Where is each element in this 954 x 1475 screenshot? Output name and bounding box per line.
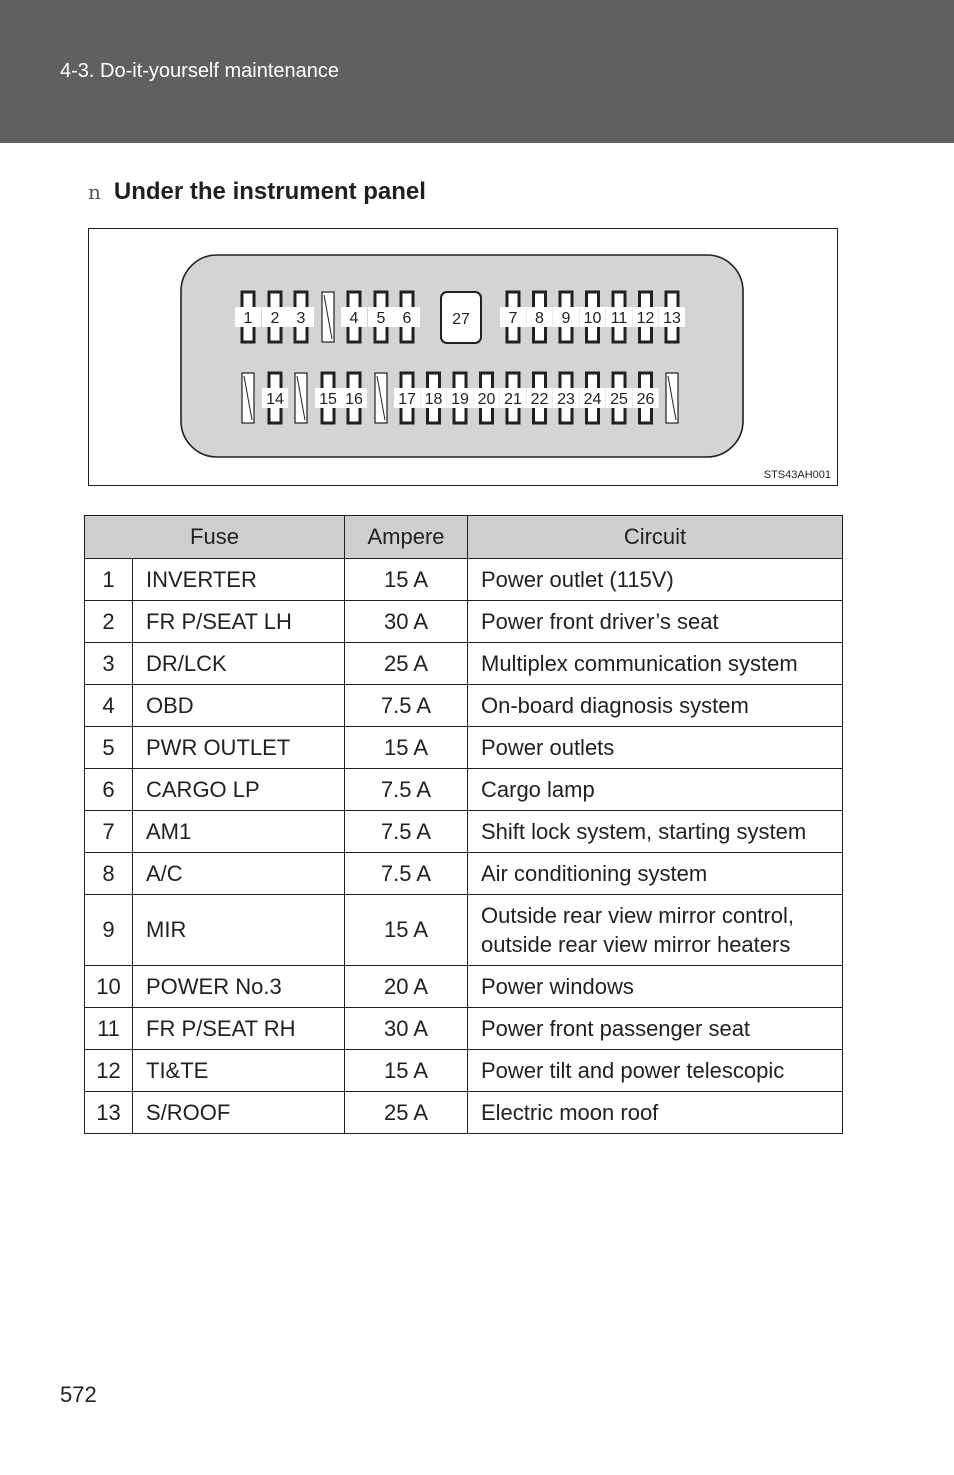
fuse-number: 12	[85, 1050, 133, 1092]
fuse-number-label: 19	[451, 391, 469, 408]
fuse-box-diagram	[88, 228, 838, 486]
fuse-number: 6	[85, 769, 133, 811]
fuse-circuit: Power front passenger seat	[468, 1008, 843, 1050]
fuse-name: POWER No.3	[133, 966, 345, 1008]
fuse-box-illustration	[89, 229, 837, 485]
fuse-number-label: 22	[530, 391, 549, 408]
bullet-icon: n	[88, 180, 101, 204]
table-row	[85, 1092, 843, 1134]
fuse-number-label: 9	[561, 310, 571, 327]
fuse-number: 13	[85, 1092, 133, 1134]
table-row	[85, 685, 843, 727]
fuse-circuit: Multiplex communication system	[468, 643, 843, 685]
fuse-circuit: Shift lock system, starting system	[468, 811, 843, 853]
fuse-name: AM1	[133, 811, 345, 853]
table-row	[85, 1050, 843, 1092]
fuse-table	[84, 515, 843, 1134]
fuse-number-label: 4	[349, 310, 359, 327]
fuse-ampere: 25 A	[345, 643, 468, 685]
fuse-ampere: 25 A	[345, 1092, 468, 1134]
fuse-number-label: 5	[376, 310, 386, 327]
fuse-circuit: Air conditioning system	[468, 853, 843, 895]
fuse-ampere: 7.5 A	[345, 853, 468, 895]
fuse-number-label: 24	[583, 391, 602, 408]
fuse-number: 5	[85, 727, 133, 769]
fuse-circuit: Power tilt and power telescopic	[468, 1050, 843, 1092]
fuse-number-label: 16	[345, 391, 363, 408]
fuse-name: A/C	[133, 853, 345, 895]
fuse-number: 2	[85, 601, 133, 643]
fuse-number: 7	[85, 811, 133, 853]
fuse-name: INVERTER	[133, 559, 345, 601]
fuse-number-label: 11	[610, 310, 628, 327]
fuse-circuit: Cargo lamp	[468, 769, 843, 811]
fuse-ampere: 7.5 A	[345, 769, 468, 811]
fuse-ampere: 15 A	[345, 727, 468, 769]
fuse-circuit: On-board diagnosis system	[468, 685, 843, 727]
page-number: 572	[60, 1382, 97, 1407]
fuse-ampere: 15 A	[345, 1050, 468, 1092]
fuse-number: 8	[85, 853, 133, 895]
fuse-name: TI&TE	[133, 1050, 345, 1092]
fuse-ampere: 30 A	[345, 1008, 468, 1050]
fuse-circuit: Power windows	[468, 966, 843, 1008]
relay-number-label: 27	[452, 311, 470, 328]
fuse-number-label: 1	[243, 310, 253, 327]
table-row	[85, 769, 843, 811]
table-row	[85, 1008, 843, 1050]
fuse-name: FR P/SEAT RH	[133, 1008, 345, 1050]
fuse-name: OBD	[133, 685, 345, 727]
fuse-number-label: 7	[508, 310, 518, 327]
fuse-number-label: 12	[636, 310, 655, 327]
fuse-circuit: Electric moon roof	[468, 1092, 843, 1134]
fuse-number: 3	[85, 643, 133, 685]
fuse-number: 1	[85, 559, 133, 601]
fuse-circuit: Power outlets	[468, 727, 843, 769]
fuse-number-label: 15	[319, 391, 337, 408]
fuse-name: PWR OUTLET	[133, 727, 345, 769]
fuse-ampere: 7.5 A	[345, 811, 468, 853]
header-ampere: Ampere	[345, 516, 468, 559]
fuse-name: DR/LCK	[133, 643, 345, 685]
chapter-header	[0, 0, 954, 143]
circuit-line-1: Outside rear view mirror control,	[481, 903, 794, 928]
fuse-number-label: 17	[398, 391, 416, 408]
table-row	[85, 559, 843, 601]
fuse-name: S/ROOF	[133, 1092, 345, 1134]
section-title: Under the instrument panel	[113, 178, 426, 205]
fuse-ampere: 7.5 A	[345, 685, 468, 727]
table-row	[85, 966, 843, 1008]
fuse-box-housing	[181, 255, 743, 457]
table-row	[85, 811, 843, 853]
fuse-number: 10	[85, 966, 133, 1008]
header-circuit: Circuit	[468, 516, 843, 559]
fuse-number: 9	[85, 895, 133, 966]
fuse-name: FR P/SEAT LH	[133, 601, 345, 643]
fuse-number-label: 23	[557, 391, 575, 408]
fuse-name: CARGO LP	[133, 769, 345, 811]
fuse-number-label: 25	[610, 391, 628, 408]
fuse-number-label: 21	[504, 391, 522, 408]
table-row	[85, 895, 843, 966]
table-row	[85, 853, 843, 895]
fuse-number-label: 20	[477, 391, 496, 408]
fuse-number-label: 2	[270, 310, 280, 327]
fuse-number-label: 3	[296, 310, 306, 327]
fuse-ampere: 15 A	[345, 895, 468, 966]
fuse-number-label: 18	[424, 391, 443, 408]
table-row	[85, 601, 843, 643]
fuse-number-label: 26	[636, 391, 655, 408]
fuse-number-label: 8	[535, 310, 544, 327]
table-row	[85, 643, 843, 685]
fuse-circuit: Power outlet (115V)	[468, 559, 843, 601]
fuse-ampere: 30 A	[345, 601, 468, 643]
fuse-number-label: 6	[402, 310, 412, 327]
fuse-circuit	[468, 895, 843, 966]
table-row	[85, 727, 843, 769]
fuse-number: 11	[85, 1008, 133, 1050]
fuse-ampere: 15 A	[345, 559, 468, 601]
section-heading	[88, 178, 426, 206]
fuse-name: MIR	[133, 895, 345, 966]
fuse-number: 4	[85, 685, 133, 727]
fuse-number-label: 10	[583, 310, 602, 327]
chapter-title: 4-3. Do-it-yourself maintenance	[60, 60, 340, 82]
table-header-row	[85, 516, 843, 559]
fuse-number-label: 13	[663, 310, 681, 327]
fuse-circuit: Power front driver’s seat	[468, 601, 843, 643]
figure-code: STS43AH001	[763, 469, 831, 481]
fuse-ampere: 20 A	[345, 966, 468, 1008]
header-fuse: Fuse	[85, 516, 345, 559]
fuse-number-label: 14	[266, 391, 284, 408]
circuit-line-2: outside rear view mirror heaters	[481, 932, 791, 957]
